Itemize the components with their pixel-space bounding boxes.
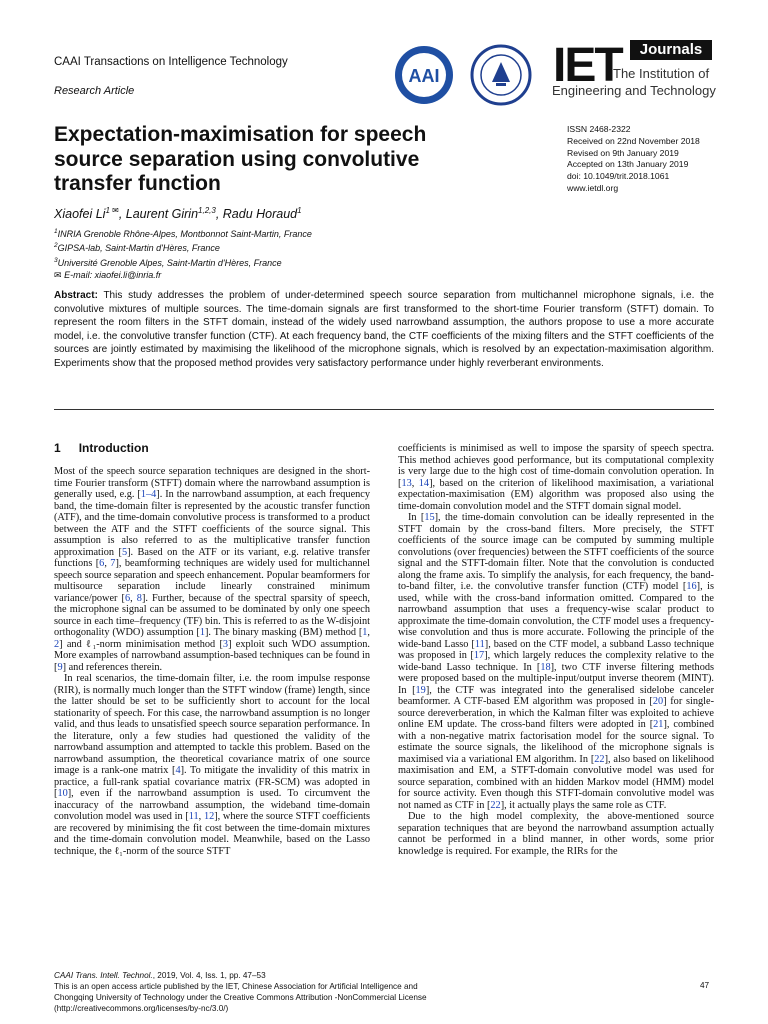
reference-link[interactable]: 15 xyxy=(424,512,435,523)
reference-link[interactable]: 9 xyxy=(57,661,63,673)
section-number: 1 xyxy=(54,441,61,455)
body-column-left xyxy=(54,466,370,857)
cqut-seal xyxy=(470,44,532,106)
abstract xyxy=(54,289,714,371)
reference-link[interactable]: 11 xyxy=(474,638,485,650)
reference-link[interactable]: 22 xyxy=(490,799,501,811)
reference-link[interactable]: 12 xyxy=(203,811,215,822)
author-name: Radu Horaud xyxy=(222,207,298,222)
paragraph: In [15], the time-domain convolution can be ideally represented in the STFT domain by the cross-band filters. More precisely, the STFT coefficients of the source image can be computed by summing multiple convolutions (over frequencies) between the STFT coefficients of the source signal and the STFT-domain filter. Note that the convolution is conducted along the frame axis. To simplify the analysis, for each frequency, the band-to-band filter, i.e. the convolutive transfer function (CTF) model [16], is used, while with the cross-band information omitted. Compared to the narrowband assumption that uses a frequency-wise scalar product to approximate the time-domain convolution, the CTF model uses a frequency-wise convolution and thus is more accurate. Following the principle of the wide-band Lasso [11], based on the CTF model, a subband Lasso technique was proposed in [17], which largely reduces the complexity relative to the wide-band Lasso technique. In [18], two CTF inverse filtering methods were proposed based on the multiple-input/output inverse theorem (MINT). In [19], the CTF was integrated into the generalised sidelobe canceler beamformer. A CTF-based EM algorithm was proposed in [20] for single-source dereverberation, in which the Kalman filter was exploited to achieve online EM update. The cross-band filters were adopted in [21], combined with a non-negative matrix factorisation model for the source signal. To estimate the source signals, the likelihood of the microphone signals is maximised via a variational EM algorithm. In [22], also based on likelihood maximisation and EM, a STFT-domain convolutive model was used for source separation, combined with an hidden Markov model (HMM) model for source activity. Even though this STFT-domain convolutive model was not named as CTF in [22], it actually plays the same role as CTF. xyxy=(398,512,715,811)
revised-date: Revised on 9th January 2019 xyxy=(567,147,679,158)
affiliation: $^3$Université Grenoble Alpes, Saint-Martin d'Hères, France xyxy=(54,256,282,268)
reference-link[interactable]: 20 xyxy=(652,696,664,707)
reference-link[interactable]: 8 xyxy=(136,592,142,604)
author-affil-mark: 1 xyxy=(297,206,302,215)
reference-link[interactable]: 6 xyxy=(99,558,105,569)
contact-email: ✉ E-mail: xiaofei.li@inria.fr xyxy=(54,269,162,280)
issn: ISSN 2468-2322 xyxy=(567,124,631,134)
article-meta xyxy=(567,124,700,195)
footer-license-line: Chongqing University of Technology under the Creative Commons Attribution -NonCommercial License xyxy=(54,993,427,1002)
reference-link[interactable]: 5 xyxy=(121,546,128,558)
reference-link[interactable]: 17 xyxy=(473,650,485,661)
reference-link[interactable]: 13 xyxy=(401,477,412,489)
reference-link[interactable]: 1–4 xyxy=(140,489,157,500)
reference-link[interactable]: 2 xyxy=(54,638,60,650)
reference-link[interactable]: 4 xyxy=(175,765,181,776)
author-affil-mark: 1,2,3 xyxy=(198,206,216,215)
caai-logo xyxy=(393,44,455,106)
accepted-date: Accepted on 13th January 2019 xyxy=(567,159,689,170)
footer-citation: CAAI Trans. Intell. Technol., 2019, Vol. 4, Iss. 1, pp. 47–53 xyxy=(54,971,266,980)
website[interactable]: www.ietdl.org xyxy=(567,182,619,193)
affiliation: $^1$INRIA Grenoble Rhône-Alpes, Montbonnot Saint-Martin, France xyxy=(54,228,312,239)
footer xyxy=(54,970,714,1014)
envelope-icon: ✉ xyxy=(54,269,62,280)
reference-link[interactable]: 14 xyxy=(418,477,430,489)
section-heading xyxy=(54,441,167,455)
journals-label: Journals xyxy=(630,40,712,60)
paragraph: coefficients is minimised as well to impose the sparsity of speech spectra. This method achieves good performance, but its computational complexity is very large due to the high cost of time-domain convolution operation. In [13, 14], based on the criterion of likelihood maximisation, a variational expectation-maximisation (EM) algorithm was proposed also using the time-domain convolution model and the STFT domain signal model. xyxy=(398,443,714,512)
author-name: Xiaofei Li xyxy=(54,207,106,222)
paragraph: In real scenarios, the time-domain filter, i.e. the room impulse response (RIR), is normally much longer than the STFT window (frame) length, since the latter should be set to be sufficiently short to account for the local stationarity of speech. For this case, the narrowband assumption is no longer valid, and thus leads to unsatisfied speech source separation performance. In the literature, only a few studies had questioned the validity of the narrowband assumption and attempted to tackle this problem. Based on the narrowband assumption, the theoretical covariance matrix of one source image is a rank-one matrix [4]. To mitigate the invalidity of this matrix in practice, a full-rank spatial covariance matrix (FR-SCM) was adopted in [10], even if the narrowband assumption is used. To circumvent the inaccuracy of the narrowband assumption, the wideband time-domain convolution model was used in [11, 12], where the source STFT coefficients are recovered by minimising the fit cost between the time-domain mixtures and the time-domain convolution model. Meanwhile, based on the Lasso technique, the ℓ₁-norm of the source STFT xyxy=(54,673,370,857)
reference-link[interactable]: 7 xyxy=(110,558,116,569)
reference-link[interactable]: 21 xyxy=(653,719,664,730)
institution-line1: The Institution of xyxy=(613,66,710,81)
paragraph: Most of the speech source separation techniques are designed in the short-time Fourier transform (STFT) domain where the narrowband assumption is generally used, e.g. [1–4]. In the narrowband assumption, at each frequency band, the time-domain filter is represented by the acoustic transfer function (ATF), and the time-domain convolutive process is transformed to a product between the ATF and the STFT coefficients of the source signal. This assumption is also referred to as the multiplicative transfer function approximation [5]. Based on the ATF or its variant, e.g. relative transfer functions [6, 7], beamforming techniques are widely used for multichannel speech source separation and speech enhancement. Popular beamformers for multisource separation include linearly constrained minimum variance/power [6, 8]. Further, because of the spectral sparsity of speech, the microphone signal can be assumed to be dominated by only one speech source in each time–frequency (TF) bin. This is referred to as the W-disjoint orthogonality (WDO) assumption [1]. The binary masking (BM) method [1, 2] and ℓ₁-norm minimisation method [3] exploit such WDO assumption. More examples of narrowband assumption-based techniques can be found in [9] and references therein. xyxy=(54,466,371,673)
received-date: Received on 22nd November 2018 xyxy=(567,135,700,146)
reference-link[interactable]: 1 xyxy=(199,627,205,638)
author-name: Laurent Girin xyxy=(125,207,199,222)
article-type: Research Article xyxy=(54,85,135,97)
abstract-label: Abstract: xyxy=(54,290,98,301)
caai-logo-text: AAI xyxy=(408,66,440,86)
paragraph: Due to the high model complexity, the above-mentioned source separation techniques that are beyond the narrowband assumption actually cannot be performed in a blind manner, in other words, some prior knowledge is required. For example, the RIRs for the xyxy=(398,811,714,857)
reference-link[interactable]: 22 xyxy=(594,753,605,765)
reference-link[interactable]: 10 xyxy=(57,788,68,799)
reference-link[interactable]: 16 xyxy=(686,581,697,592)
affiliations xyxy=(54,226,312,281)
affiliation: $^2$GIPSA-lab, Saint-Martin d'Hères, France xyxy=(54,242,220,254)
abstract-text: This study addresses the problem of under-determined speech source separation from multichannel microphone signals, i.e. the convolutive mixtures of multiple sources. The time-domain signals are first transformed to the short-time Fourier transform (STFT) domain. To represent the room filters in the STFT domain, instead of the widely used narrowband assumption, the authors propose to use a more accurate model, i.e. the convolutive transfer function (CTF). At each frequency band, the CTF coefficients of the mixing filters and the STFT coefficients of the sources are jointly estimated by maximising the likelihood of the microphone signals, which is resolved by an expectation-maximisation algorithm. Experiments show that the proposed method provides very satisfactory performance under highly reverberant environments. xyxy=(54,290,714,369)
license-link[interactable]: (http://creativecommons.org/licenses/by-nc/3.0/) xyxy=(54,1004,229,1013)
body-column-right xyxy=(398,443,714,857)
reference-link[interactable]: 6 xyxy=(124,592,131,604)
page-number: 47 xyxy=(700,981,710,990)
reference-link[interactable]: 19 xyxy=(415,684,426,696)
institution-line2: Engineering and Technology xyxy=(552,83,716,98)
author-list: Xiaofei $Li^{1 ✉}$, Laurent Girin$^{1,2,3}$, Radu Horaud$^1$ xyxy=(54,206,302,222)
author-affil-mark: 1 ✉ xyxy=(105,206,119,215)
paper-title: Expectation-maximisation for speech source separation using convolutive transfer function xyxy=(54,123,427,195)
doi[interactable]: doi: 10.1049/trit.2018.1061 xyxy=(567,171,670,182)
reference-link[interactable]: 1 xyxy=(362,627,368,638)
reference-link[interactable]: 11 xyxy=(188,811,199,822)
divider xyxy=(54,409,714,410)
section-title: Introduction xyxy=(78,441,149,455)
reference-link[interactable]: 3 xyxy=(222,638,229,650)
iet-logo-text: IET xyxy=(553,39,622,92)
journal-name: CAAI Transactions on Intelligence Technology xyxy=(54,56,288,68)
reference-link[interactable]: 18 xyxy=(540,661,551,673)
footer-license-line: This is an open access article published by the IET, Chinese Association for Artificial Intelligence and xyxy=(54,982,418,991)
